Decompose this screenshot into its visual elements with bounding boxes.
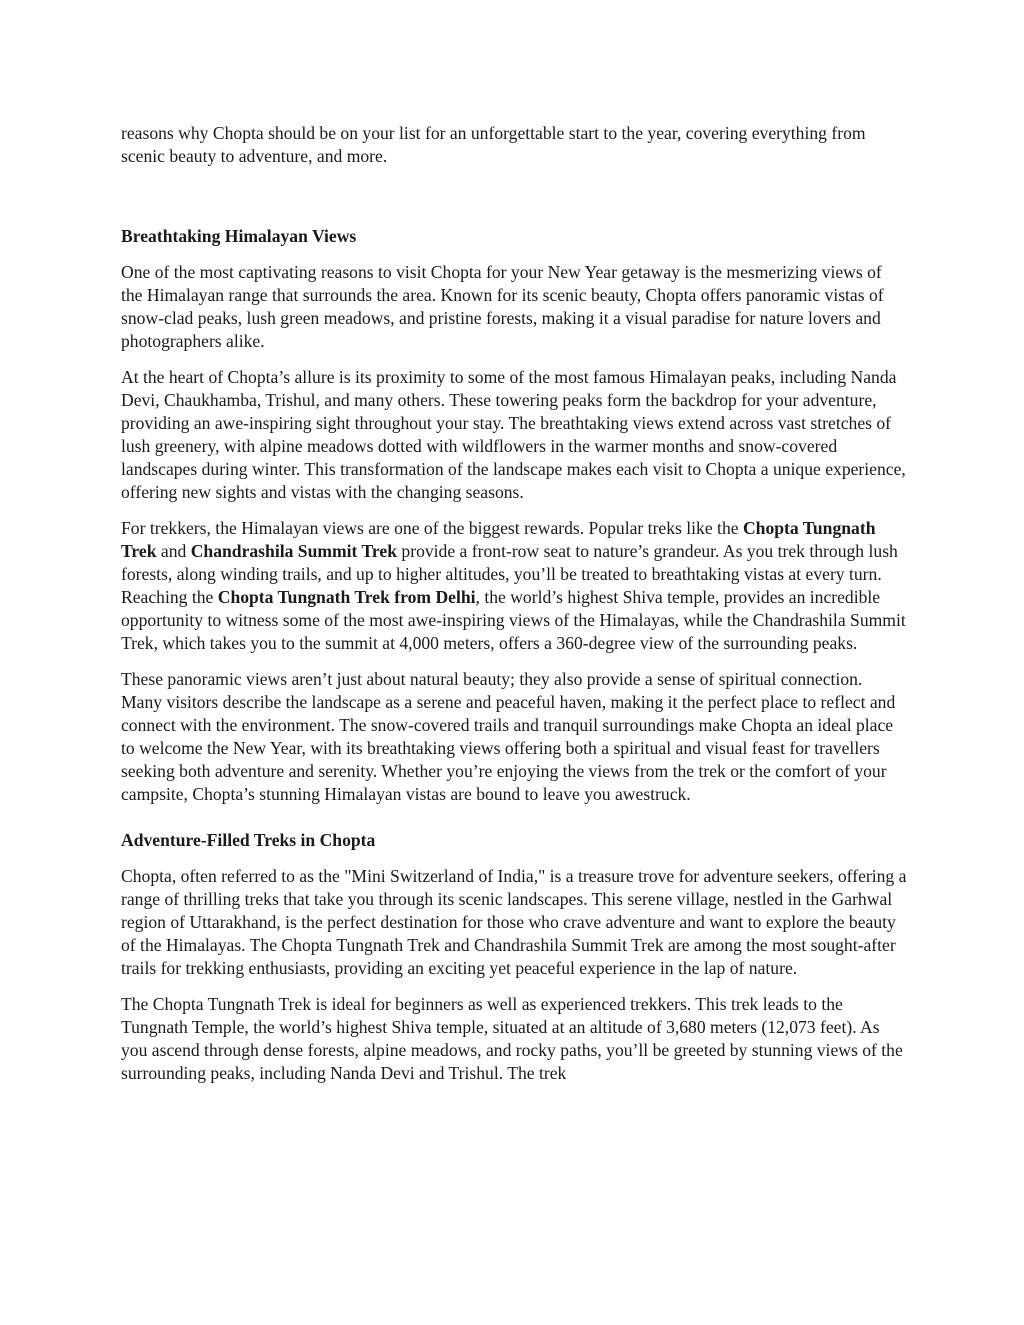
paragraph: Chopta, often referred to as the "Mini Switzerland of India," is a treasure trove for adventure seekers, offering a range of thrilling treks that take you through its scenic landscapes. This serene village, nestled in the Garhwal region of Uttarakhand, is the perfect destination for those who crave adventure and want to explore the beauty of the Himalayas. The Chopta Tungnath Trek and Chandrashila Summit Trek are among the most sought-after trails for trekking enthusiasts, providing an exciting yet peaceful experience in the lap of nature. <box>121 865 907 979</box>
paragraph <box>121 517 907 656</box>
paragraph: These panoramic views aren’t just about natural beauty; they also provide a sense of spiritual connection. Many visitors describe the landscape as a serene and peaceful haven, making it the perfect place to reflect and connect with the environment. The snow-covered trails and tranquil surroundings make Chopta an ideal place to welcome the New Year, with its breathtaking views offering both a spiritual and visual feast for travellers seeking both adventure and serenity. Whether you’re enjoying the views from the trek or the comfort of your campsite, Chopta’s stunning Himalayan vistas are bound to leave you awestruck. <box>121 668 896 805</box>
text-run: and <box>156 540 191 561</box>
paragraph: At the heart of Chopta’s allure is its proximity to some of the most famous Himalayan peaks, including Nanda Devi, Chaukhamba, Trishul, and many others. These towering peaks form the backdrop for your adventure, providing an awe-inspiring sight throughout your stay. The breathtaking views extend across vast stretches of lush greenery, with alpine meadows dotted with wildflowers in the warmer months and snow-covered landscapes during winter. This transformation of the landscape makes each visit to Chopta a unique experience, offering new sights and vistas with the changing seasons. <box>121 366 906 503</box>
bold-text-trek-from-delhi: Chopta Tungnath Trek from Delhi <box>217 587 476 607</box>
bold-text-chopta-tungnath-trek: Chopta Tungnath Trek <box>121 517 876 561</box>
paragraph: One of the most captivating reasons to visit Chopta for your New Year getaway is the mesmerizing views of the Himalayan range that surrounds the area. Known for its scenic beauty, Chopta offers panoramic vistas of snow-clad peaks, lush green meadows, and pristine forests, making it a visual paradise for nature lovers and photographers alike. <box>121 261 884 352</box>
text-run: provide a front-row seat to nature’s grandeur. As you trek through lush forests, along winding trails, and up to higher altitudes, you’ll be treated to breathtaking vistas at every turn. Reaching the <box>121 540 898 607</box>
intro-paragraph: reasons why Chopta should be on your list for an unforgettable start to the year, covering everything from scenic beauty to adventure, and more. <box>121 123 866 167</box>
document-page <box>121 122 907 1098</box>
section-heading-adventure-treks: Adventure-Filled Treks in Chopta <box>121 830 376 851</box>
section-heading-himalayan-views: Breathtaking Himalayan Views <box>121 226 357 247</box>
text-run: , the world’s highest Shiva temple, provides an incredible opportunity to witness some of the most awe-inspiring views of the Himalayas, while the Chandrashila Summit Trek, which takes you to the summit at 4,000 meters, offers a 360-degree view of the surrounding peaks. <box>121 587 906 654</box>
paragraph: The Chopta Tungnath Trek is ideal for beginners as well as experienced trekkers. This trek leads to the Tungnath Temple, the world’s highest Shiva temple, situated at an altitude of 3,680 meters (12,073 feet). As you ascend through dense forests, alpine meadows, and rocky paths, you’ll be greeted by stunning views of the surrounding peaks, including Nanda Devi and Trishul. The trek <box>121 993 903 1084</box>
text-run: For trekkers, the Himalayan views are one of the biggest rewards. Popular treks like the <box>121 517 743 538</box>
bold-text-chandrashila-summit-trek: Chandrashila Summit Trek <box>190 540 398 561</box>
